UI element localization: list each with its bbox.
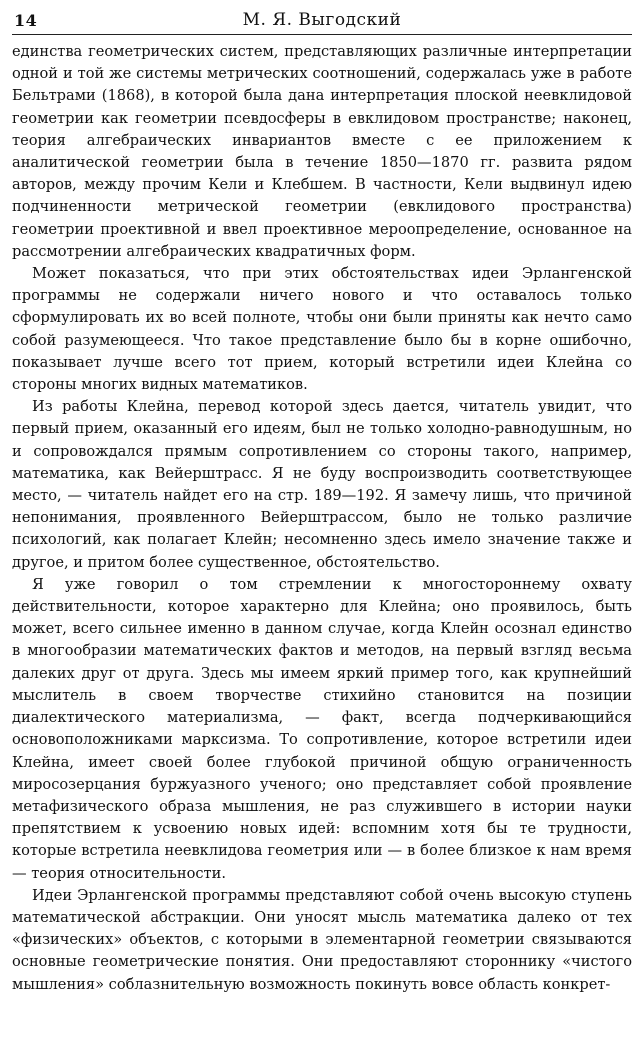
paragraph: единства геометрических систем, представляющих различные интерпретации одной и той же системы метрических соотношений, содержалась уже в работе Бельтрами (1868), в которой была дана интерпретация плоской неевклидовой геометрии как геометрии псевдосферы в евклидовом пространстве; наконец, теория алгебраических инвариантов вместе с ее приложением к аналитической геометрии была в течение 1850—1870 гг. развита рядом авторов, между прочим Кели и Клебшем. В частности, Кели выдвинул идею подчиненности метрической геометрии (евклидового пространства) геометрии проективной и ввел проективное мероопределение, основанное на рассмотрении алгебраических квадратичных форм.	[12, 43, 632, 260]
body-text	[12, 41, 632, 996]
running-title: М. Я. Выгодский	[242, 10, 402, 30]
paragraph: Может показаться, что при этих обстоятельствах идеи Эрлангенской программы не содержали ничего нового и что оставалось только сформулировать их во всей полноте, чтобы они были приняты как нечто само собой разумеющееся. Что такое представление было бы в корне ошибочно, показывает лучше всего тот прием, который встретили идеи Клейна со стороны многих видных математиков.	[12, 265, 632, 394]
paragraph: Из работы Клейна, перевод которой здесь дается, читатель увидит, что первый прием, оказанный его идеям, был не только холодно-равнодушным, но и сопровождался прямым сопротивлением со стороны такого, например, математика, как Вейерштрасс. Я не буду воспроизводить соответствующее место, — читатель найдет его на стр. 189—192. Я замечу лишь, что причиной непонимания, проявленного Вейерштрассом, было не только различие психологий, как полагает Клейн; несомненно здесь имело значение также и другое, и притом более существенное, обстоятельство.	[12, 398, 632, 571]
page-number: 14	[14, 11, 38, 30]
paragraph: Я уже говорил о том стремлении к многостороннему охвату действительности, которое характерно для Клейна; оно проявилось, быть может, всего сильнее именно в данном случае, когда Клейн осознал единство в многообразии математических фактов и методов, на первый взгляд весьма далеких друг от друга. Здесь мы имеем яркий пример того, как крупнейший мыслитель в своем творчестве стихийно становится на позиции диалектического материализма, — факт, всегда подчеркивающийся основоположниками марксизма. То сопротивление, которое встретили идеи Клейна, имеет своей более глубокой причиной общую ограниченность миросозерцания буржуазного ученого; оно представляет собой проявление метафизического образа мышления, не раз служившего в истории науки препятствием к усвоению новых идей: вспомним хотя бы те трудности, которые встретила неевклидова геометрия или — в более близкое к нам время — теория относительности.	[12, 575, 632, 882]
paragraph: Идеи Эрлангенской программы представляют собой очень высокую ступень математической абстракции. Они уносят мысль математика далеко от тех «физических» объектов, с которыми в элементарной геометрии связываются основные геометрические понятия. Они предоставляют стороннику «чистого мышления» соблазнительную возможность покинуть вовсе область конкрет-	[12, 886, 632, 993]
page-header	[12, 6, 632, 35]
